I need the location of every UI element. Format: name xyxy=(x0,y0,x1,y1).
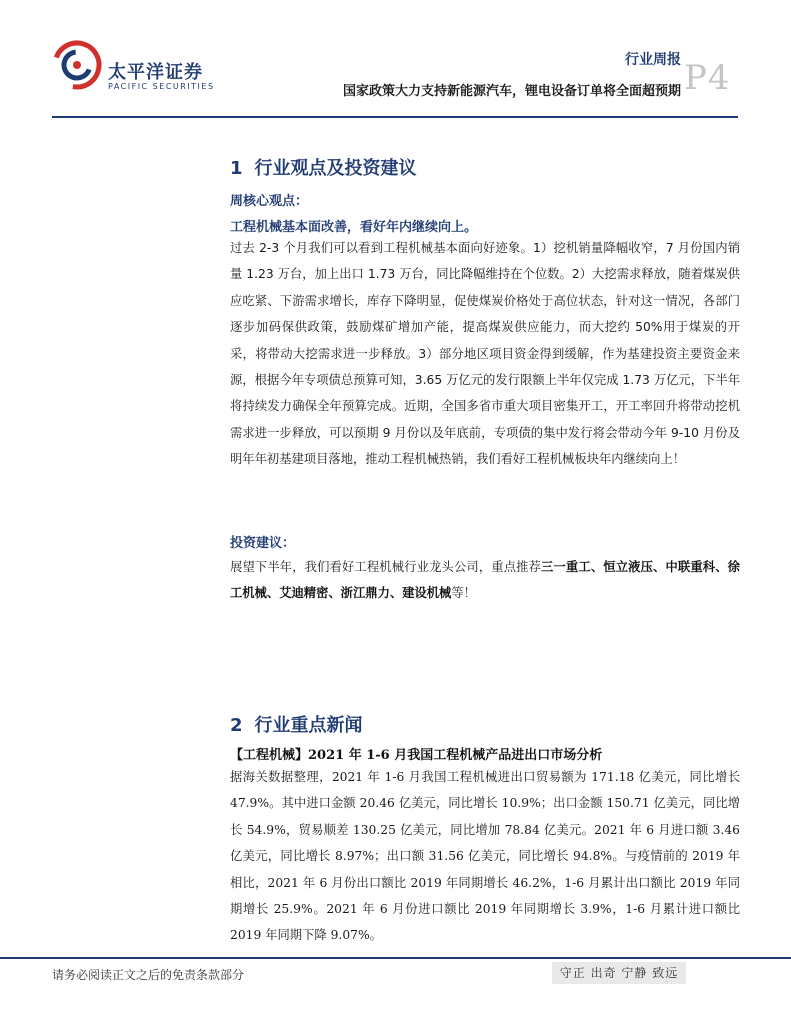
page-header xyxy=(0,0,791,122)
core-view-point: 工程机械基本面改善，看好年内继续向上。 xyxy=(230,220,478,235)
news-title: 【工程机械】2021 年 1-6 月我国工程机械产品进出口市场分析 xyxy=(230,748,603,763)
section-number: 2 xyxy=(230,715,243,736)
report-type: 行业周报 xyxy=(625,52,681,68)
news-body: 据海关数据整理，2021 年 1-6 月我国工程机械进出口贸易额为 171.18 亿美元，同比增长 47.9%。其中进口金额 20.46 亿美元，同比增长 10.9%；出口金额 150.71 亿美元，同比增长 54.9%，贸易顺差 130.25 亿美元，同比增加 78.84 亿美元。2021 年 6 月进口额 3.46 亿美元，同比增长 8.97%；出口额 31.56 亿美元，同比增长 94.8%。与疫情前的 2019 年相比，2021 年 6 月份出口额比 2019 年同期增长 46.2%，1-6 月累计出口额比 2019 年同期增长 25.9%。2021 年 6 月份进口额比 2019 年同期增长 3.9%，1-6 月累计进口额比 2019 年同期下降 9.07%。 xyxy=(230,770,740,943)
footer-disclaimer: 请务必阅读正文之后的免责条款部分 xyxy=(52,968,245,982)
section-title: 行业观点及投资建议 xyxy=(254,158,417,179)
section-number: 1 xyxy=(230,158,243,179)
pacific-securities-logo xyxy=(52,40,102,90)
report-title: 国家政策大力支持新能源汽车，锂电设备订单将全面超预期 xyxy=(342,84,681,99)
footer-motto: 守正 出奇 宁静 致远 xyxy=(552,962,686,984)
investment-advice-label: 投资建议： xyxy=(230,536,296,551)
investment-advice-body xyxy=(230,554,740,607)
header-divider xyxy=(52,116,738,118)
page-number: P4 xyxy=(684,58,731,98)
core-view-label: 周核心观点： xyxy=(230,194,309,209)
core-view-body: 过去 2-3 个月我们可以看到工程机械基本面向好迹象。1）挖机销量降幅收窄，7 月份国内销量 1.23 万台，加上出口 1.73 万台，同比降幅维持在个位数。2）大挖需求释放，随着煤炭供应吃紧、下游需求增长，库存下降明显，促使煤炭价格处于高位状态，针对这一情况，各部门逐步加码保供政策，鼓励煤矿增加产能，提高煤炭供应能力，而大挖约 50%用于煤炭的开采，将带动大挖需求进一步释放。3）部分地区项目资金得到缓解，作为基建投资主要资金来源，根据今年专项债总预算可知，3.65 万亿元的发行限额上半年仅完成 1.73 万亿元，下半年将持续发力确保全年预算完成。近期，全国多省市重大项目密集开工，开工率回升将带动挖机需求进一步释放，可以预期 9 月份以及年底前，专项债的集中发行将会带动今年 9-10 月份及明年年初基建项目落地，推动工程机械热销，我们看好工程机械板块年内继续向上！ xyxy=(230,241,740,467)
advice-suffix: 等！ xyxy=(451,586,476,601)
section-1-heading xyxy=(230,154,417,180)
advice-prefix: 展望下半年，我们看好工程机械行业龙头公司，重点推荐 xyxy=(230,560,542,574)
brand-name-cn: 太平洋证券 xyxy=(108,62,203,83)
brand-name-en: PACIFIC SECURITIES xyxy=(108,82,215,91)
section-title: 行业重点新闻 xyxy=(254,715,363,736)
recommended-companies: 三一重工、恒立液压、中联重科、徐工机械、艾迪精密、浙江鼎力、建设机械 xyxy=(230,560,740,601)
section-2-heading xyxy=(230,711,363,737)
footer-divider xyxy=(0,957,791,959)
